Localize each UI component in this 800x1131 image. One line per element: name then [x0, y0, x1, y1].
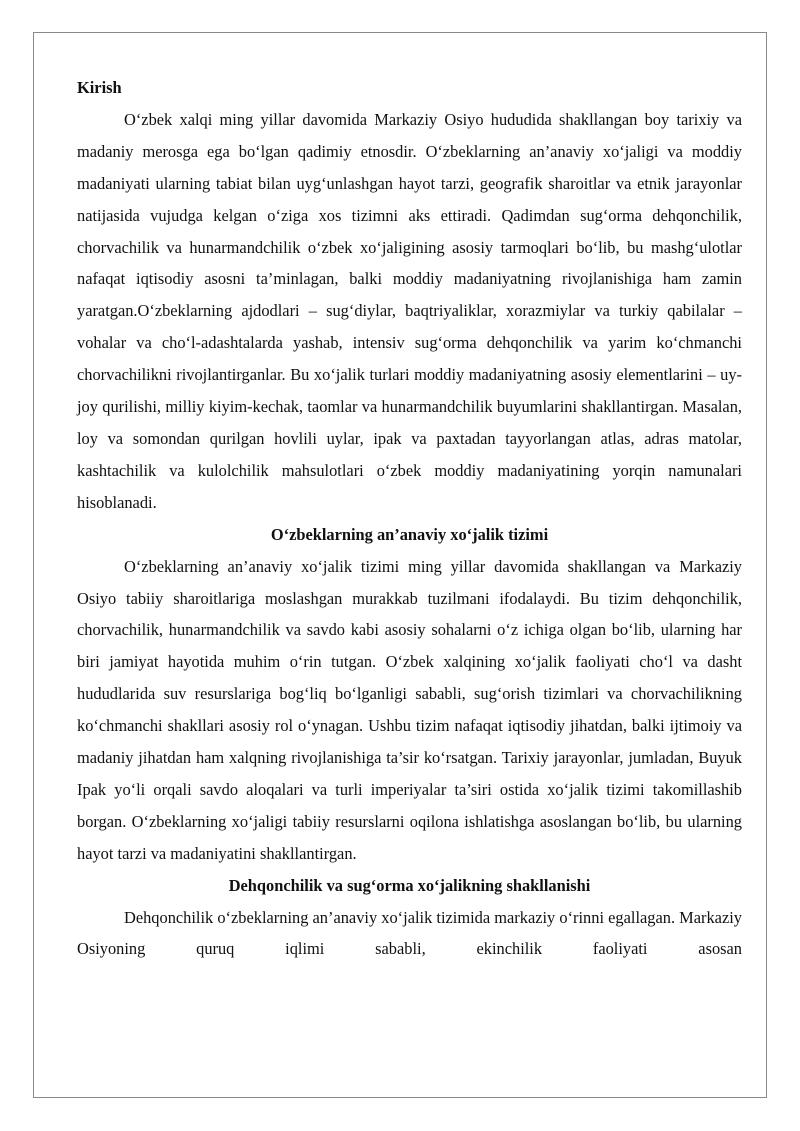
economy-paragraph: O‘zbeklarning an’anaviy xo‘jalik tizimi ming yillar davomida shakllangan va Markaziy Osiyo tabiiy sharoitlariga moslashgan murakkab tuzilmani ifodalaydi. Bu tizim dehqonchilik, chorvachilik, hunarmandchilik va savdo kabi asosiy sohalarni o‘z ichiga olgan bo‘lib, ularning har biri jamiyat hayotida muhim o‘rin tutgan. O‘zbek xalqining xo‘jalik faoliyati cho‘l va dasht hududlarida suv resurslariga bog‘liq bo‘lganligi sababli, sug‘orish tizimlari va chorvachilikning ko‘chmanchi shakllari asosiy rol o‘ynagan. Ushbu tizim nafaqat iqtisodiy jihatdan, balki ijtimoiy va madaniy jihatdan ham xalqning rivojlanishiga ta’sir ko‘rsatgan. Tarixiy jarayonlar, jumladan, Buyuk Ipak yo‘li orqali savdo aloqalari va turli imperiyalar ta’siri ostida xo‘jalik tizimi takomillashib borgan. O‘zbeklarning xo‘jaligi tabiiy resurslarni oqilona ishlatishga asoslangan bo‘lib, bu ularning hayot tarzi va madaniyatini shakllantirgan. [77, 556, 742, 863]
section-title-agriculture: Dehqonchilik va sug‘orma xo‘jalikning shakllanishi [228, 875, 591, 895]
section-title-economy: O‘zbeklarning an’anaviy xo‘jalik tizimi [270, 524, 549, 544]
document-body [77, 72, 742, 965]
intro-paragraph: O‘zbek xalqi ming yillar davomida Markaziy Osiyo hududida shakllangan boy tarixiy va madaniy merosga ega bo‘lgan qadimiy etnosdir. O‘zbeklarning an’anaviy xo‘jaligi va moddiy madaniyati ularning tabiat bilan uyg‘unlashgan hayot tarzi, geografik sharoitlar va etnik jarayonlar natijasida vujudga kelgan o‘ziga xos tizimni aks ettiradi. Qadimdan sug‘orma dehqonchilik, chorvachilik va hunarmandchilik o‘zbek xo‘jaligining asosiy tarmoqlari bo‘lib, bu mashg‘ulotlar nafaqat iqtisodiy asosni ta’minlagan, balki moddiy madaniyatning rivojlanishiga ham zamin yaratgan.O‘zbeklarning ajdodlari – sug‘diylar, baqtriyaliklar, xorazmiylar va turkiy qabilalar – vohalar va cho‘l-adashtalarda yashab, intensiv sug‘orma dehqonchilik va yarim ko‘chmanchi chorvachilikni rivojlantirganlar. Bu xo‘jalik turlari moddiy madaniyatning asosiy elementlarini – uy-joy qurilishi, milliy kiyim-kechak, taomlar va hunarmandchilik buyumlarini shakllantirgan. Masalan, loy va somondan qurilgan hovlili uylar, ipak va paxtadan tayyorlangan atlas, adras matolar, kashtachilik va kulolchilik mahsulotlari o‘zbek moddiy madaniyatining yorqin namunalari hisoblanadi. [77, 109, 742, 512]
agriculture-paragraph: Dehqonchilik o‘zbeklarning an’anaviy xo‘jalik tizimida markaziy o‘rinni egallagan. Markaziy Osiyoning quruq iqlimi sababli, ekinchilik faoliyati asosan [77, 907, 742, 959]
intro-heading: Kirish [77, 78, 122, 97]
